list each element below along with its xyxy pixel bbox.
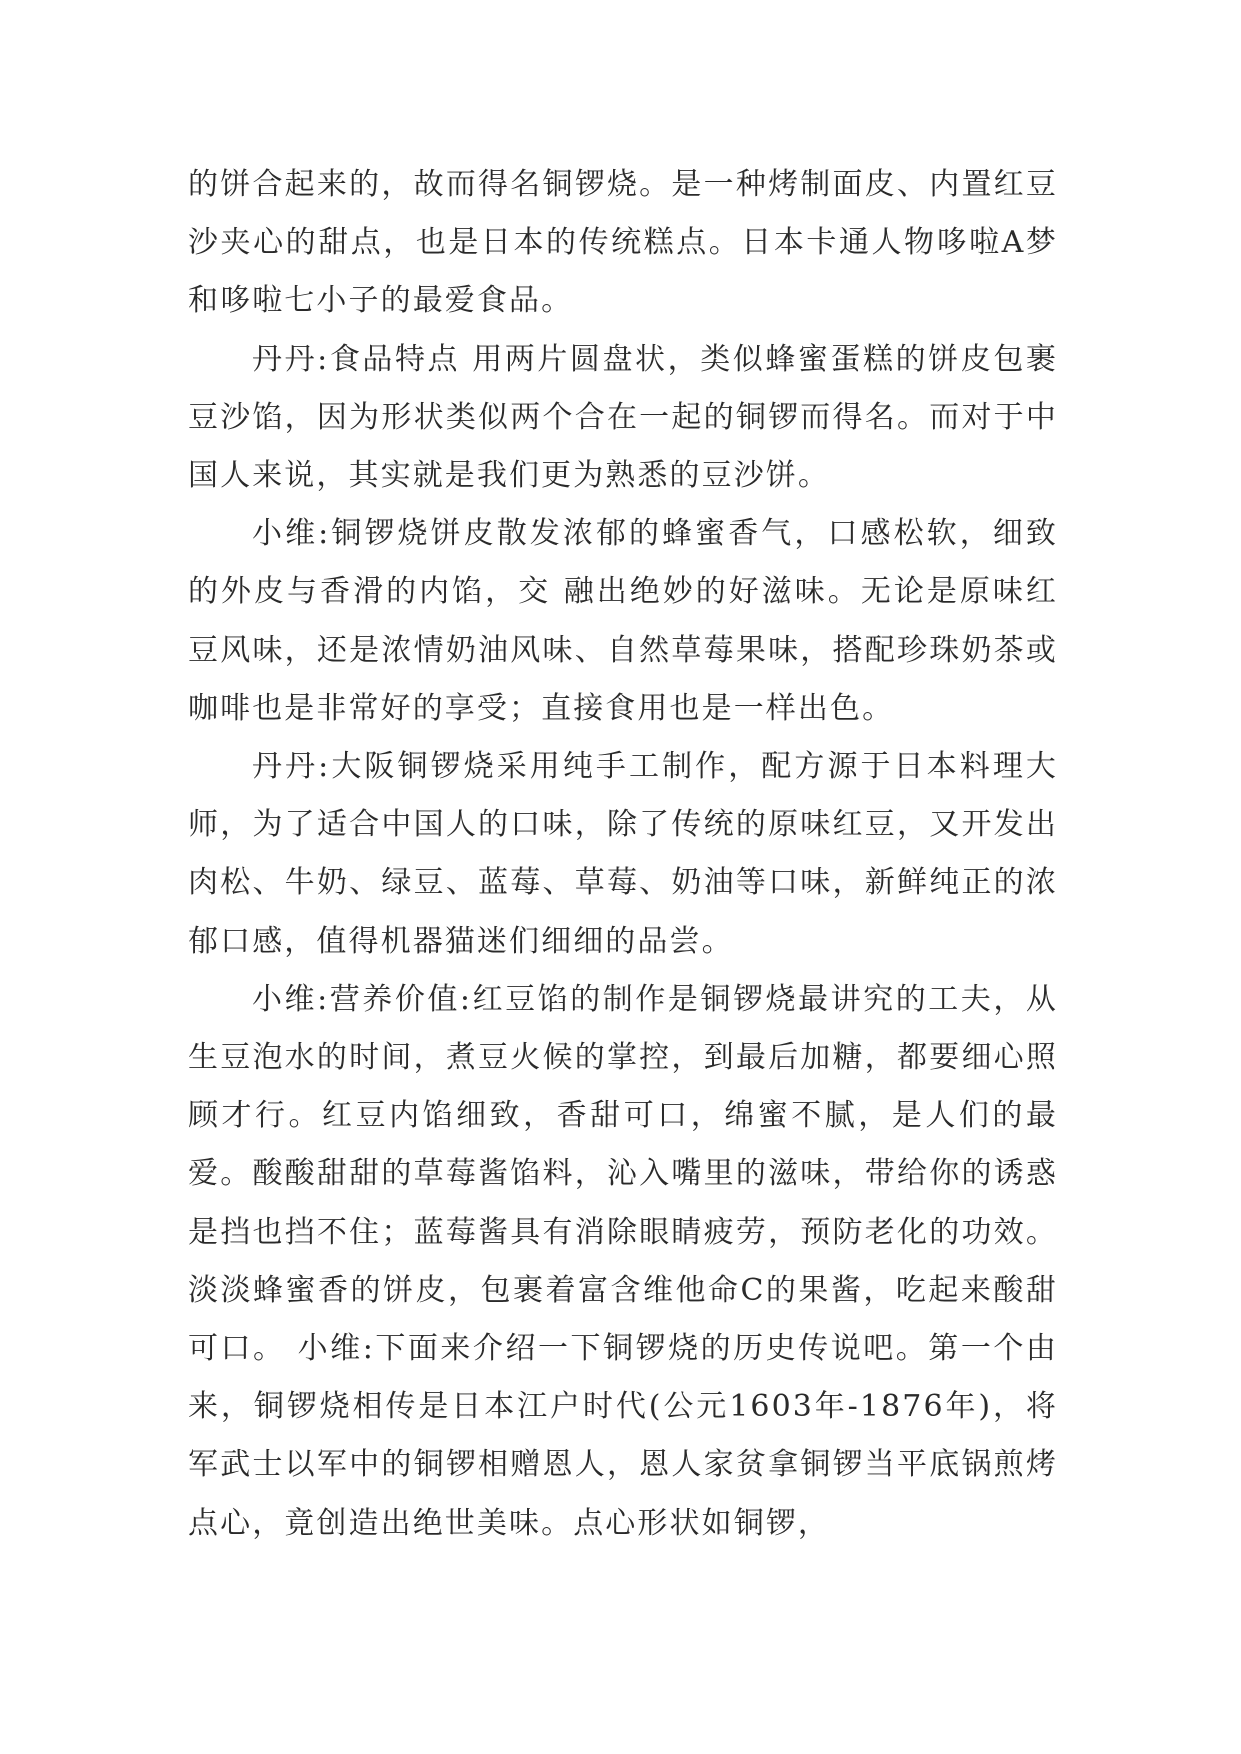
paragraph-5: 小维:营养价值:红豆馅的制作是铜锣烧最讲究的工夫，从生豆泡水的时间，煮豆火候的掌控，到最后加糖，都要细心照顾才行。红豆内馅细致，香甜可口，绵蜜不腻，是人们的最爱。酸酸甜甜的草莓酱馅料，沁入嘴里的滋味，带给你的诱惑是挡也挡不住；蓝莓酱具有消除眼睛疲劳，预防老化的功效。淡淡蜂蜜香的饼皮，包裹着富含维他命C的果酱，吃起来酸甜可口。 小维:下面来介绍一下铜锣烧的历史传说吧。第一个由来，铜锣烧相传是日本江户时代(公元1603年-1876年)，将军武士以军中的铜锣相赠恩人，恩人家贫拿铜锣当平底锅煎烤点心，竟创造出绝世美味。点心形状如铜锣， <box>188 981 1058 1541</box>
body-text <box>188 156 1058 1553</box>
paragraph-4: 丹丹:大阪铜锣烧采用纯手工制作，配方源于日本料理大师，为了适合中国人的口味，除了传统的原味红豆，又开发出肉松、牛奶、绿豆、蓝莓、草莓、奶油等口味，新鲜纯正的浓郁口感，值得机器猫迷们细细的品尝。 <box>188 749 1058 959</box>
paragraph-3: 小维:铜锣烧饼皮散发浓郁的蜂蜜香气，口感松软，细致的外皮与香滑的内馅，交 融出绝妙的好滋味。无论是原味红豆风味，还是浓情奶油风味、自然草莓果味，搭配珍珠奶茶或咖啡也是非常好的享受；直接食用也是一样出色。 <box>188 516 1058 726</box>
paragraph-1: 的饼合起来的，故而得名铜锣烧。是一种烤制面皮、内置红豆沙夹心的甜点，也是日本的传统糕点。日本卡通人物哆啦A梦和哆啦七小子的最爱食品。 <box>188 167 1058 319</box>
paragraph-2: 丹丹:食品特点 用两片圆盘状，类似蜂蜜蛋糕的饼皮包裹豆沙馅，因为形状类似两个合在一起的铜锣而得名。而对于中国人来说，其实就是我们更为熟悉的豆沙饼。 <box>188 341 1058 494</box>
